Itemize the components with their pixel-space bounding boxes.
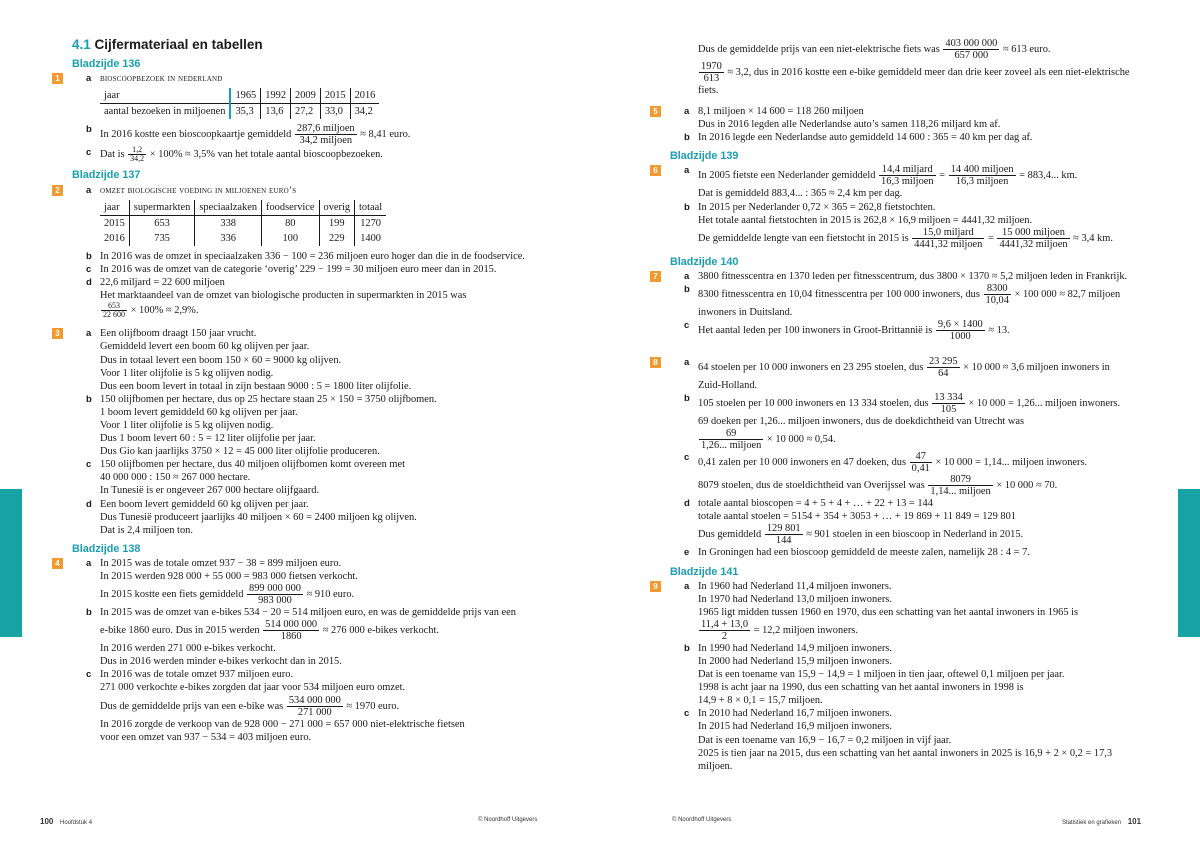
- text-line: Gemiddeld levert een boom 60 kg olijven per jaar.: [100, 341, 310, 353]
- table-cell: 100: [262, 231, 319, 246]
- letter: d: [86, 277, 92, 289]
- text: 3800 fitnesscentra en 1370 leden per fitnesscentrum, dus 3800 × 1370 ≈ 5,2 miljoen leden in Frankrijk.: [698, 270, 1128, 282]
- fraction: [101, 302, 127, 319]
- text-line: Dat is gemiddeld 883,4... : 365 ≈ 2,4 km per dag.: [698, 188, 903, 200]
- text-line: Het totale aantal fietstochten in 2015 is 262,8 × 16,9 miljoen = 4441,32 miljoen.: [698, 214, 1033, 226]
- numerator: 287,6 miljoen: [296, 123, 355, 135]
- question-number: 7: [650, 271, 661, 282]
- section-number: 4.1: [72, 37, 91, 52]
- chapter-label: Statistiek en grafieken: [1062, 820, 1122, 826]
- letter: a: [684, 357, 690, 369]
- text: In 1960 had Nederland 11,4 miljoen inwoners.: [698, 580, 892, 592]
- chapter-label: Hoofdstuk 4: [60, 820, 93, 826]
- letter: c: [684, 452, 690, 464]
- letter: a: [86, 328, 92, 340]
- text: In 2015 was de omzet van e-bikes 534 − 20 = 514 miljoen euro, en was de gemiddelde prijs van een: [100, 607, 516, 619]
- numerator: 69: [699, 428, 763, 440]
- numerator: 9,6 × 1400: [937, 319, 983, 331]
- table-cell: 33,0: [320, 104, 350, 120]
- table-cell: jaar: [100, 88, 230, 104]
- organic-table: [100, 200, 386, 246]
- text-line: [684, 38, 1145, 61]
- text: In 2016 was de totale omzet 937 miljoen euro.: [100, 669, 294, 681]
- text-line: In 1970 had Nederland 13,0 miljoen inwoners.: [698, 593, 892, 605]
- denominator: 1,14... miljoen: [930, 486, 991, 498]
- fraction: [295, 123, 357, 146]
- text-line: Dus in 2016 werden minder e-bikes verkocht dan in 2015.: [100, 656, 342, 668]
- question-8: [653, 356, 1145, 559]
- text: 0,41 zalen per 10 000 inwoners en 47 doeken, dus: [698, 457, 909, 469]
- letter: b: [86, 607, 92, 619]
- question-number: 2: [52, 185, 63, 196]
- table-cell: 2016: [350, 88, 379, 104]
- text-line: 2025 is tien jaar na 2015, dus een schatting van het aantal inwoners in 2025 is 16,9 + 2 × 0,2 = 17,3 miljoen.: [698, 747, 1113, 772]
- letter: a: [684, 106, 690, 118]
- text-line: In 2015 had Nederland 16,9 miljoen inwoners.: [698, 721, 892, 733]
- text: Een olijfboom draagt 150 jaar vrucht.: [100, 328, 257, 340]
- fraction: [984, 283, 1011, 306]
- denominator: 4441,32 miljoen: [999, 238, 1068, 250]
- text-line: Dus 1 boom levert 60 : 5 = 12 liter olijfolie per jaar.: [100, 433, 316, 445]
- table-cell: 735: [129, 231, 195, 246]
- q7-a: [684, 270, 1145, 283]
- q4-b: [86, 606, 527, 619]
- text-line: 14,9 + 8 × 0,1 = 15,7 miljoen.: [698, 695, 823, 707]
- text-line: Dat is een toename van 16,9 − 16,7 = 0,2 miljoen in vijf jaar.: [698, 734, 952, 746]
- page-heading-137: Bladzijde 137: [72, 169, 141, 182]
- question-4: [55, 557, 527, 744]
- text-line: Zuid-Holland.: [698, 380, 758, 392]
- question-number: 5: [650, 106, 661, 117]
- table-cell: 229: [319, 231, 355, 246]
- letter: d: [684, 498, 690, 510]
- text: × 100% ≈ 3,5% van het totale aantal bioscoopbezoeken.: [147, 149, 383, 161]
- question-number: 3: [52, 328, 63, 339]
- text: 150 olijfbomen per hectare, dus 40 miljoen olijfbomen komt overeen met: [100, 459, 406, 471]
- page-heading-139: Bladzijde 139: [670, 150, 739, 163]
- table-cell: 2016: [104, 232, 125, 244]
- question-number: 4: [52, 558, 63, 569]
- text: Het aantal leden per 100 inwoners in Groot-Brittannië is: [698, 324, 935, 336]
- fraction: [699, 619, 750, 642]
- question-9: [653, 580, 1145, 773]
- letter: c: [86, 264, 92, 276]
- text: In 2010 had Nederland 16,7 miljoen inwoners.: [698, 708, 892, 720]
- fraction: [997, 227, 1069, 250]
- letter: c: [684, 320, 690, 332]
- text: × 10 000 ≈ 0,54.: [764, 434, 836, 446]
- fraction: [943, 38, 999, 61]
- text: In 2005 fietste een Nederlander gemiddeld: [698, 170, 879, 182]
- text: × 100 000 ≈ 82,7 miljoen: [1011, 288, 1121, 300]
- page-edge-tab-left: [0, 489, 22, 637]
- fraction: [927, 356, 960, 379]
- text: × 10 000 ≈ 70.: [993, 480, 1058, 492]
- question-1: [55, 72, 527, 164]
- denominator: 0,41: [911, 463, 930, 475]
- text: Dus de gemiddelde prijs van een niet-elektrische fiets was: [698, 43, 943, 55]
- q6-a: [684, 164, 1145, 187]
- denominator: 144: [775, 535, 792, 547]
- text: Dus de gemiddelde prijs van een e-bike was: [100, 700, 286, 712]
- text-line: [684, 523, 1145, 546]
- q8-b: [684, 392, 1145, 415]
- letter: b: [684, 642, 690, 654]
- q3-b: [86, 393, 527, 406]
- table-cell: totaal: [355, 200, 387, 216]
- denominator: 1,26... miljoen: [701, 440, 762, 452]
- numerator: 8079: [928, 474, 992, 486]
- table-cell: 336: [195, 231, 262, 246]
- text: × 10 000 = 1,26... miljoen inwoners.: [965, 398, 1121, 410]
- letter: a: [86, 557, 92, 569]
- table-cell: supermarkten: [129, 200, 195, 216]
- text: 150 olijfbomen per hectare, dus op 25 hectare staan 25 × 150 = 3750 olijfbomen.: [100, 393, 437, 405]
- numerator: 899 000 000: [249, 583, 301, 595]
- page-heading-141: Bladzijde 141: [670, 565, 739, 578]
- text-line: [684, 474, 1145, 497]
- table-cell: 199: [319, 215, 355, 231]
- q8-d: [684, 497, 1145, 510]
- text-line: totale aantal stoelen = 5154 + 354 + 3053 + … + 19 869 + 11 849 = 129 801: [698, 511, 1016, 523]
- letter: e: [684, 547, 690, 559]
- q8-e: [684, 546, 1145, 559]
- letter: c: [86, 459, 92, 471]
- text: ≈ 13.: [985, 324, 1010, 336]
- letter: a: [684, 580, 690, 592]
- table-cell: 80: [262, 215, 319, 231]
- text-line: 271 000 verkochte e-bikes zorgden dat jaar voor 534 miljoen euro omzet.: [100, 682, 406, 694]
- text-line: In 2000 had Nederland 15,9 miljoen inwoners.: [698, 655, 892, 667]
- fraction: [928, 474, 992, 497]
- text-line: Voor 1 liter olijfolie is 5 kg olijven nodig.: [100, 367, 274, 379]
- table-cell: 653: [129, 215, 195, 231]
- spacer: [72, 319, 527, 327]
- text-line: [86, 695, 527, 718]
- table-cell: foodservice: [262, 200, 319, 216]
- denominator: 16,3 miljoen: [881, 176, 934, 188]
- numerator: 14,4 miljard: [879, 164, 936, 176]
- denominator: 983 000: [258, 595, 292, 607]
- caption: bioscoopbezoek in nederland: [100, 74, 223, 85]
- denominator: 10,04: [985, 294, 1009, 306]
- text-line: [86, 583, 527, 606]
- table-cell: speciaalzaken: [195, 200, 262, 216]
- numerator: 47: [910, 451, 932, 463]
- letter: a: [684, 270, 690, 282]
- text-line: inwoners in Duitsland.: [698, 306, 793, 318]
- cinema-table: [100, 88, 379, 119]
- numerator: 15,0 miljard: [912, 227, 984, 239]
- text: 64 stoelen per 10 000 inwoners en 23 295 stoelen, dus: [698, 361, 926, 373]
- q7-b: [684, 283, 1145, 306]
- text: =: [936, 170, 948, 182]
- text-line: [684, 227, 1145, 250]
- numerator: 129 801: [766, 523, 801, 535]
- text-line: Dus Tunesië produceert jaarlijks 40 miljoen × 60 = 2400 miljoen kg olijven.: [100, 511, 417, 523]
- text: ≈ 910 euro.: [303, 588, 355, 600]
- denominator: 105: [940, 404, 957, 416]
- text: In 2015 was de totale omzet 937 − 38 = 899 miljoen euro.: [100, 557, 342, 569]
- table-cell: aantal bezoeken in miljoenen: [100, 104, 230, 120]
- denominator: 1000: [949, 331, 971, 343]
- text-line: voor een omzet van 937 − 534 = 403 miljoen euro.: [100, 731, 312, 743]
- question-7: [653, 270, 1145, 343]
- text: In 2016 legde een Nederlandse auto gemiddeld 14 600 : 365 = 40 km per dag af.: [698, 132, 1033, 144]
- text: In 2016 kostte een bioscoopkaartje gemiddeld: [100, 129, 294, 141]
- text-line: [684, 61, 1145, 97]
- q2-d: [86, 276, 527, 289]
- question-2: [55, 184, 527, 320]
- fraction: [879, 164, 936, 187]
- section-title-text: Cijfermateriaal en tabellen: [90, 37, 263, 52]
- text: ≈ 3,2, dus in 2016 kostte een e-bike gemiddeld meer dan drie keer zoveel als een niet-elektrische fiets.: [698, 66, 1130, 96]
- question-number: 6: [650, 165, 661, 176]
- text: In 2016 was de omzet in speciaalzaken 336 − 100 = 236 miljoen euro hoger dan die in de foodservice.: [100, 250, 525, 262]
- denominator: 34,2: [130, 154, 145, 164]
- q9-b: [684, 642, 1145, 655]
- q6-b: [684, 201, 1145, 214]
- text: ≈ 613 euro.: [1000, 43, 1051, 55]
- question-3: [55, 327, 527, 537]
- letter: b: [86, 250, 92, 262]
- table-cell: 1270: [355, 215, 387, 231]
- text: In 1990 had Nederland 14,9 miljoen inwoners.: [698, 642, 892, 654]
- text-line: 1 boom levert gemiddeld 60 kg olijven per jaar.: [100, 406, 298, 418]
- fraction: [932, 392, 965, 415]
- question-4-continued: [670, 38, 1145, 97]
- numerator: 15 000 miljoen: [997, 227, 1069, 239]
- letter: c: [684, 708, 690, 720]
- text: e-bike 1860 euro. Dus in 2015 werden: [100, 625, 263, 637]
- text-line: In 2015 werden 928 000 + 55 000 = 983 000 fietsen verkocht.: [100, 571, 358, 582]
- q5-a: [684, 105, 1145, 118]
- text-line: In 2016 zorgde de verkoop van de 928 000 − 271 000 = 657 000 niet-elektrische fietsen: [100, 718, 465, 730]
- letter: c: [86, 147, 92, 159]
- letter: a: [86, 184, 92, 196]
- fraction: [949, 164, 1016, 187]
- table-cell: 34,2: [350, 104, 379, 120]
- text: ≈ 3,4 km.: [1070, 232, 1113, 244]
- numerator: 534 000 000: [288, 694, 341, 706]
- footer-left: [40, 817, 92, 826]
- fraction: [936, 319, 985, 342]
- text: ≈ 276 000 e-bikes verkocht.: [320, 625, 439, 637]
- q4-c: [86, 668, 527, 681]
- page-number: 100: [40, 817, 54, 826]
- text-line: Dus in totaal levert een boom 150 × 60 = 9000 kg olijven.: [100, 354, 342, 366]
- denominator: 4441,32 miljoen: [914, 238, 983, 250]
- q8-c: [684, 451, 1145, 474]
- fraction: [910, 451, 932, 474]
- text-line: 1998 is acht jaar na 1990, dus een schatting van het aantal inwoners in 1998 is: [698, 682, 1024, 694]
- caption: omzet biologische voeding in miljoenen euro’s: [100, 185, 297, 196]
- letter: b: [684, 393, 690, 405]
- fraction: [699, 428, 763, 451]
- text: 105 stoelen per 10 000 inwoners en 13 334 stoelen, dus: [698, 398, 932, 410]
- text-line: In Tunesië is er ongeveer 267 000 hectare olijfgaard.: [100, 485, 320, 497]
- text-line: Voor 1 liter olijfolie is 5 kg olijven nodig.: [100, 419, 274, 431]
- text-line: Dus in 2016 legden alle Nederlandse auto’s samen 118,26 miljard km af.: [698, 119, 1001, 131]
- q5-b: [684, 131, 1145, 144]
- section-title: [72, 38, 527, 51]
- footer-right: [1062, 817, 1141, 826]
- page-number: 101: [1127, 817, 1142, 826]
- numerator: 11,4 + 13,0: [701, 618, 749, 630]
- q9-c: [684, 707, 1145, 720]
- text: = 883,4... km.: [1016, 170, 1078, 182]
- text: Een boom levert gemiddeld 60 kg olijven per jaar.: [100, 498, 309, 510]
- q4-a: [86, 557, 527, 570]
- fraction: [128, 146, 146, 163]
- text-line: 69 doeken per 1,26... miljoen inwoners, dus de doekdichtheid van Utrecht was: [698, 416, 1025, 428]
- numerator: 403 000 000: [945, 38, 998, 49]
- fraction: [287, 695, 343, 718]
- numerator: 8300: [984, 283, 1011, 295]
- question-number: 9: [650, 581, 661, 592]
- table-cell: 1965: [230, 88, 260, 104]
- table-cell: 1992: [261, 88, 291, 104]
- table-cell: 27,2: [291, 104, 321, 120]
- denominator: 64: [938, 368, 949, 380]
- table-cell: 2015: [320, 88, 350, 104]
- numerator: 1970: [701, 61, 722, 72]
- fraction: [912, 227, 984, 250]
- table-cell: 35,3: [230, 104, 260, 120]
- text: Dat is: [100, 149, 128, 161]
- left-page-column: [55, 37, 527, 744]
- numerator: 14 400 miljoen: [950, 164, 1014, 176]
- text: × 10 000 = 1,14... miljoen inwoners.: [932, 457, 1088, 469]
- text-line: In 2016 werden 271 000 e-bikes verkocht.: [100, 643, 276, 655]
- text-line: [684, 619, 1145, 642]
- q9-a: [684, 580, 1145, 593]
- q1-b: [86, 123, 527, 146]
- q8-a: [684, 356, 1145, 379]
- text-line: Dus Gio kan jaarlijks 3750 × 12 = 45 000 liter olijfolie produceren.: [100, 446, 380, 458]
- q2-a: [86, 184, 527, 198]
- fraction: [263, 619, 319, 642]
- text: De gemiddelde lengte van een fietstocht in 2015 is: [698, 232, 912, 244]
- table-cell: 338: [195, 215, 262, 231]
- text: Dus gemiddeld: [698, 529, 764, 541]
- copyright-left: © Noordhoff Uitgevers: [478, 817, 538, 823]
- table-cell: overig: [319, 200, 355, 216]
- text: In 2015 per Nederlander 0,72 × 365 = 262,8 fietstochten.: [698, 201, 936, 213]
- page-edge-tab-right: [1178, 489, 1200, 637]
- text-line: 1965 ligt midden tussen 1960 en 1970, dus een schatting van het aantal inwoners in 1965 is: [698, 606, 1079, 618]
- numerator: 514 000 000: [265, 619, 318, 631]
- fraction: [247, 583, 303, 606]
- text-line: Dus een boom levert in totaal in zijn bestaan 9000 : 5 = 1800 liter olijfolie.: [100, 380, 412, 392]
- text: 8,1 miljoen × 14 600 = 118 260 miljoen: [698, 106, 864, 118]
- q2-c: [86, 263, 527, 276]
- fraction: [765, 523, 803, 546]
- text: 22,6 miljard = 22 600 miljoen: [100, 277, 225, 289]
- letter: a: [86, 73, 92, 85]
- numerator: 653: [101, 302, 127, 311]
- text: ≈ 8,41 euro.: [357, 129, 411, 141]
- text: totale aantal bioscopen = 4 + 5 + 4 + … + 22 + 13 = 144: [698, 498, 933, 510]
- letter: b: [684, 201, 690, 213]
- text: = 12,2 miljoen inwoners.: [751, 624, 858, 636]
- text: 8079 stoelen, dus de stoeldichtheid van Overijssel was: [698, 480, 928, 492]
- q3-c: [86, 458, 527, 471]
- q3-a: [86, 327, 527, 340]
- text: ≈ 901 stoelen in een bioscoop in Nederland in 2015.: [803, 529, 1024, 541]
- text-line: [684, 428, 1145, 451]
- q2-b: [86, 250, 527, 263]
- table-cell: jaar: [100, 200, 129, 216]
- q1-c: [86, 146, 527, 163]
- numerator: 1,2: [128, 146, 146, 155]
- denominator: 271 000: [297, 706, 332, 718]
- page-heading-136: Bladzijde 136: [72, 58, 141, 71]
- spacer: [670, 342, 1145, 356]
- text: × 100% ≈ 2,9%.: [128, 305, 199, 317]
- letter: b: [684, 283, 690, 295]
- text-line: [86, 619, 527, 642]
- table-cell: 2015: [104, 217, 125, 229]
- letter: b: [684, 132, 690, 144]
- table-cell: 1400: [355, 231, 387, 246]
- letter: b: [86, 124, 92, 136]
- page-heading-138: Bladzijde 138: [72, 542, 141, 555]
- text: =: [985, 232, 997, 244]
- text: 8300 fitnesscentra en 10,04 fitnesscentra per 100 000 inwoners, dus: [698, 288, 983, 300]
- denominator: 22 600: [103, 310, 125, 320]
- denominator: 1860: [280, 631, 302, 643]
- numerator: 23 295: [928, 356, 958, 368]
- letter: c: [86, 669, 92, 681]
- right-page-column: [653, 38, 1145, 773]
- q7-c: [684, 319, 1145, 342]
- spacer: [670, 97, 1145, 105]
- text: In 2015 kostte een fiets gemiddeld: [100, 588, 247, 600]
- text: In 2016 was de omzet van de categorie ‘overig’ 229 − 199 = 30 miljoen euro meer dan in 2015.: [100, 264, 497, 276]
- text: In Groningen had een bioscoop gemiddeld de meeste zalen, namelijk 28 : 4 = 7.: [698, 547, 1030, 559]
- question-number: 1: [52, 73, 63, 84]
- denominator: 2: [721, 630, 728, 642]
- copyright-right: © Noordhoff Uitgevers: [672, 817, 732, 823]
- letter: b: [86, 393, 92, 405]
- denominator: 16,3 miljoen: [955, 176, 1009, 188]
- question-5: [653, 105, 1145, 144]
- page-heading-140: Bladzijde 140: [670, 255, 739, 268]
- letter: a: [684, 165, 690, 177]
- text-line: 40 000 000 : 150 ≈ 267 000 hectare.: [100, 472, 251, 484]
- denominator: 34,2 miljoen: [299, 135, 353, 147]
- numerator: 13 334: [934, 392, 963, 404]
- text: ≈ 1970 euro.: [343, 700, 400, 712]
- text-line: Dat is 2,4 miljoen ton.: [100, 524, 193, 536]
- q1-a: [86, 72, 527, 86]
- denominator: 657 000: [954, 50, 989, 61]
- denominator: 613: [703, 73, 720, 84]
- text: × 10 000 ≈ 3,6 miljoen inwoners in: [960, 361, 1110, 373]
- letter: d: [86, 498, 92, 510]
- q2-d-line: Het marktaandeel van de omzet van biologische producten in supermarkten in 2015 was: [100, 290, 467, 302]
- question-number: 8: [650, 357, 661, 368]
- q3-d: [86, 498, 527, 511]
- fraction: [699, 61, 724, 84]
- table-cell: 2009: [291, 88, 321, 104]
- table-cell: 13,6: [261, 104, 291, 120]
- q2-d-line: [86, 302, 527, 319]
- question-6: [653, 164, 1145, 250]
- text-line: Dat is een toename van 15,9 − 14,9 = 1 miljoen in tien jaar, oftewel 0,1 miljoen per jaar.: [698, 669, 1065, 681]
